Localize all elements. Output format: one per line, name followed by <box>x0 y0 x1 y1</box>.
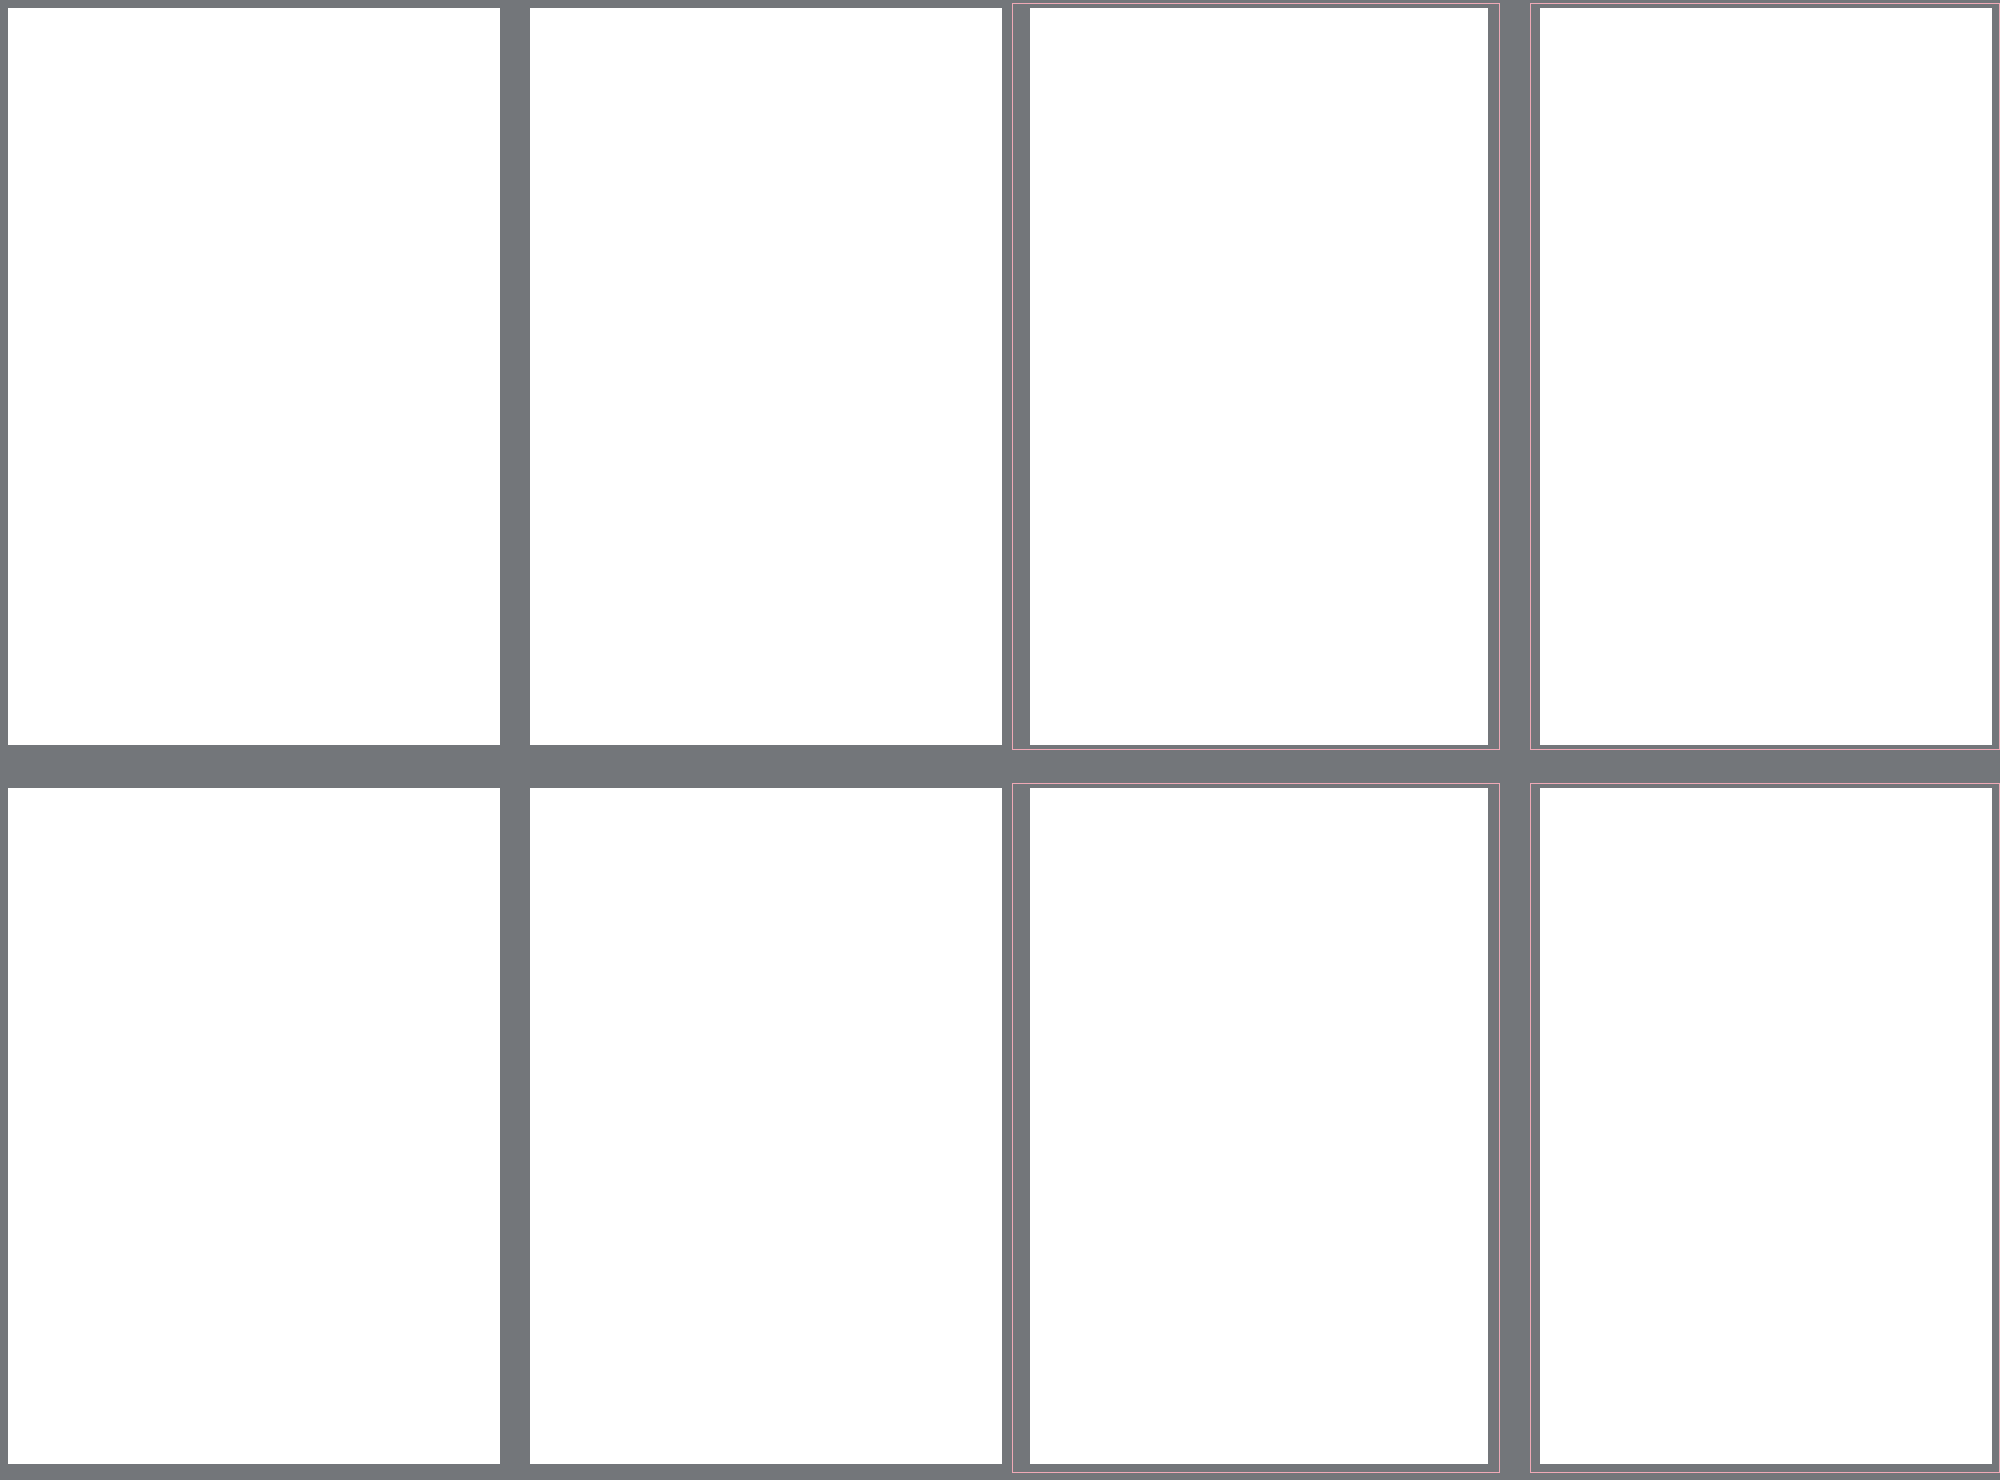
panel-news-2 <box>1540 788 1992 1464</box>
panel-church-info <box>1030 8 1488 745</box>
panel-kids-of-king <box>530 788 1002 1464</box>
panel-news-1 <box>8 788 500 1464</box>
panel-bible-study <box>8 8 500 745</box>
panel-family-worship <box>1030 788 1488 1464</box>
panel-cover <box>1540 8 1992 745</box>
panel-sermon-notes <box>530 8 1002 745</box>
